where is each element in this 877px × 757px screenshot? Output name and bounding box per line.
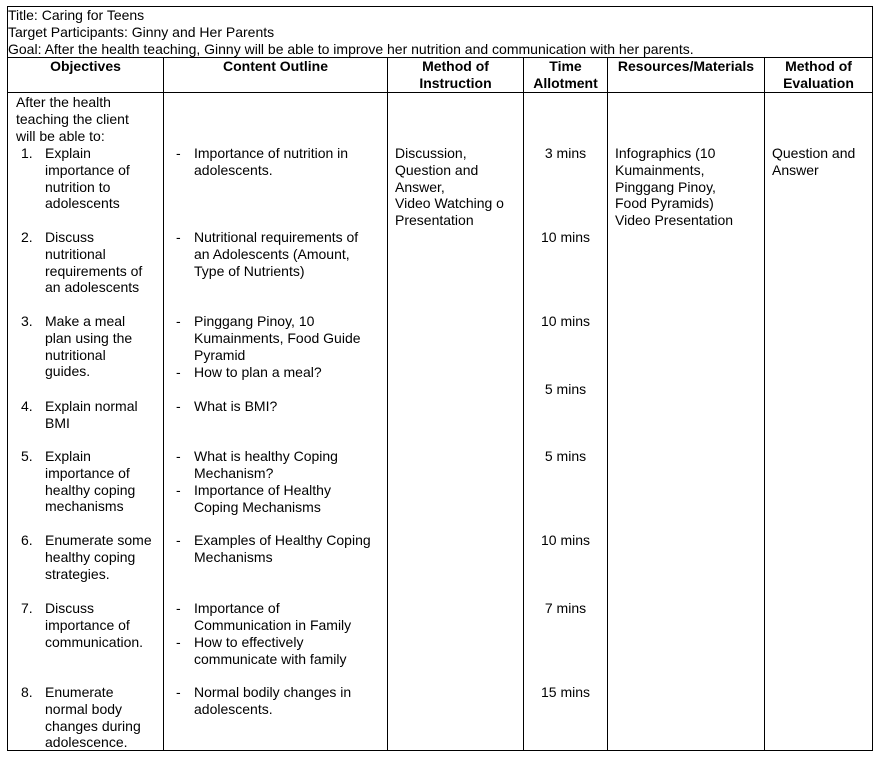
time-allotment: 7 mins [544, 600, 587, 616]
column-divider [387, 57, 388, 751]
time-allotment: 5 mins [544, 381, 587, 397]
resources-materials: Infographics (10 Kumainments, Pinggang Pinoy, Food Pyramids) Video Presentation [615, 145, 734, 229]
objective-number: 5. [21, 448, 33, 464]
column-divider [163, 57, 164, 751]
column-header-divider [7, 92, 873, 93]
objective-number: 8. [21, 684, 33, 700]
content-item: What is healthy Coping Mechanism? [194, 448, 338, 481]
column-header-content-outline: Content Outline [223, 58, 328, 74]
objective-text: Explain importance of nutrition to adolescents [45, 145, 130, 212]
plan-header [8, 7, 848, 57]
bullet-dash: - [176, 145, 181, 161]
objectives-intro: After the health teaching the client will be able to: [16, 94, 129, 144]
objective-text: Explain importance of healthy coping mechanisms [45, 448, 136, 515]
bullet-dash: - [176, 532, 181, 548]
time-allotment: 10 mins [540, 313, 591, 329]
objective-number: 3. [21, 313, 33, 329]
bullet-dash: - [176, 684, 181, 700]
objective-number: 2. [21, 229, 33, 245]
objective-number: 1. [21, 145, 33, 161]
bullet-dash: - [176, 364, 181, 380]
plan-goal: Goal: After the health teaching, Ginny will be able to improve her nutrition and communication with her parents. [8, 40, 694, 57]
time-allotment: 3 mins [544, 145, 587, 161]
objective-text: Make a meal plan using the nutritional guides. [45, 313, 133, 380]
column-header-method-of-instruction: Method of Instruction [419, 58, 492, 91]
content-item: Normal bodily changes in adolescents. [194, 684, 352, 717]
objective-text: Discuss importance of communication. [45, 600, 144, 650]
objective-text: Enumerate some healthy coping strategies. [45, 532, 152, 582]
content-item: Pinggang Pinoy, 10 Kumainments, Food Guide Pyramid [194, 313, 361, 363]
content-item: What is BMI? [194, 398, 278, 414]
column-header-resources: Resources/Materials [617, 58, 755, 74]
time-allotment: 15 mins [540, 684, 591, 700]
plan-title: Title: Caring for Teens [8, 7, 145, 23]
time-allotment: 5 mins [544, 448, 587, 464]
time-allotment: 10 mins [540, 229, 591, 245]
column-header-objectives: Objectives [50, 58, 121, 74]
content-item: How to plan a meal? [194, 364, 322, 380]
objective-number: 7. [21, 600, 33, 616]
bullet-dash: - [176, 313, 181, 329]
method-of-instruction: Discussion, Question and Answer, Video Watching o Presentation [395, 145, 504, 229]
content-item: How to effectively communicate with family [194, 634, 347, 667]
bullet-dash: - [176, 448, 181, 464]
objective-number: 4. [21, 398, 33, 414]
content-item: Examples of Healthy Coping Mechanisms [194, 532, 371, 565]
bullet-dash: - [176, 398, 181, 414]
content-item: Importance of Communication in Family [194, 600, 352, 633]
objective-text: Enumerate normal body changes during adolescence. [45, 684, 141, 751]
target-participants: Target Participants: Ginny and Her Parents [8, 23, 275, 40]
content-item: Importance of Healthy Coping Mechanisms [194, 482, 331, 515]
content-item: Nutritional requirements of an Adolescents (Amount, Type of Nutrients) [194, 229, 359, 279]
column-header-time-allotment: Time Allotment [533, 58, 598, 91]
column-divider [607, 57, 608, 751]
column-header-method-of-evaluation: Method of Evaluation [783, 58, 854, 91]
bullet-dash: - [176, 229, 181, 245]
bullet-dash: - [176, 634, 181, 650]
objective-text: Discuss nutritional requirements of an adolescents [45, 229, 143, 296]
bullet-dash: - [176, 482, 181, 498]
content-item: Importance of nutrition in adolescents. [194, 145, 349, 178]
time-allotment: 10 mins [540, 532, 591, 548]
bullet-dash: - [176, 600, 181, 616]
column-divider [764, 57, 765, 751]
objective-number: 6. [21, 532, 33, 548]
objective-text: Explain normal BMI [45, 398, 138, 431]
method-of-evaluation: Question and Answer [772, 145, 856, 178]
